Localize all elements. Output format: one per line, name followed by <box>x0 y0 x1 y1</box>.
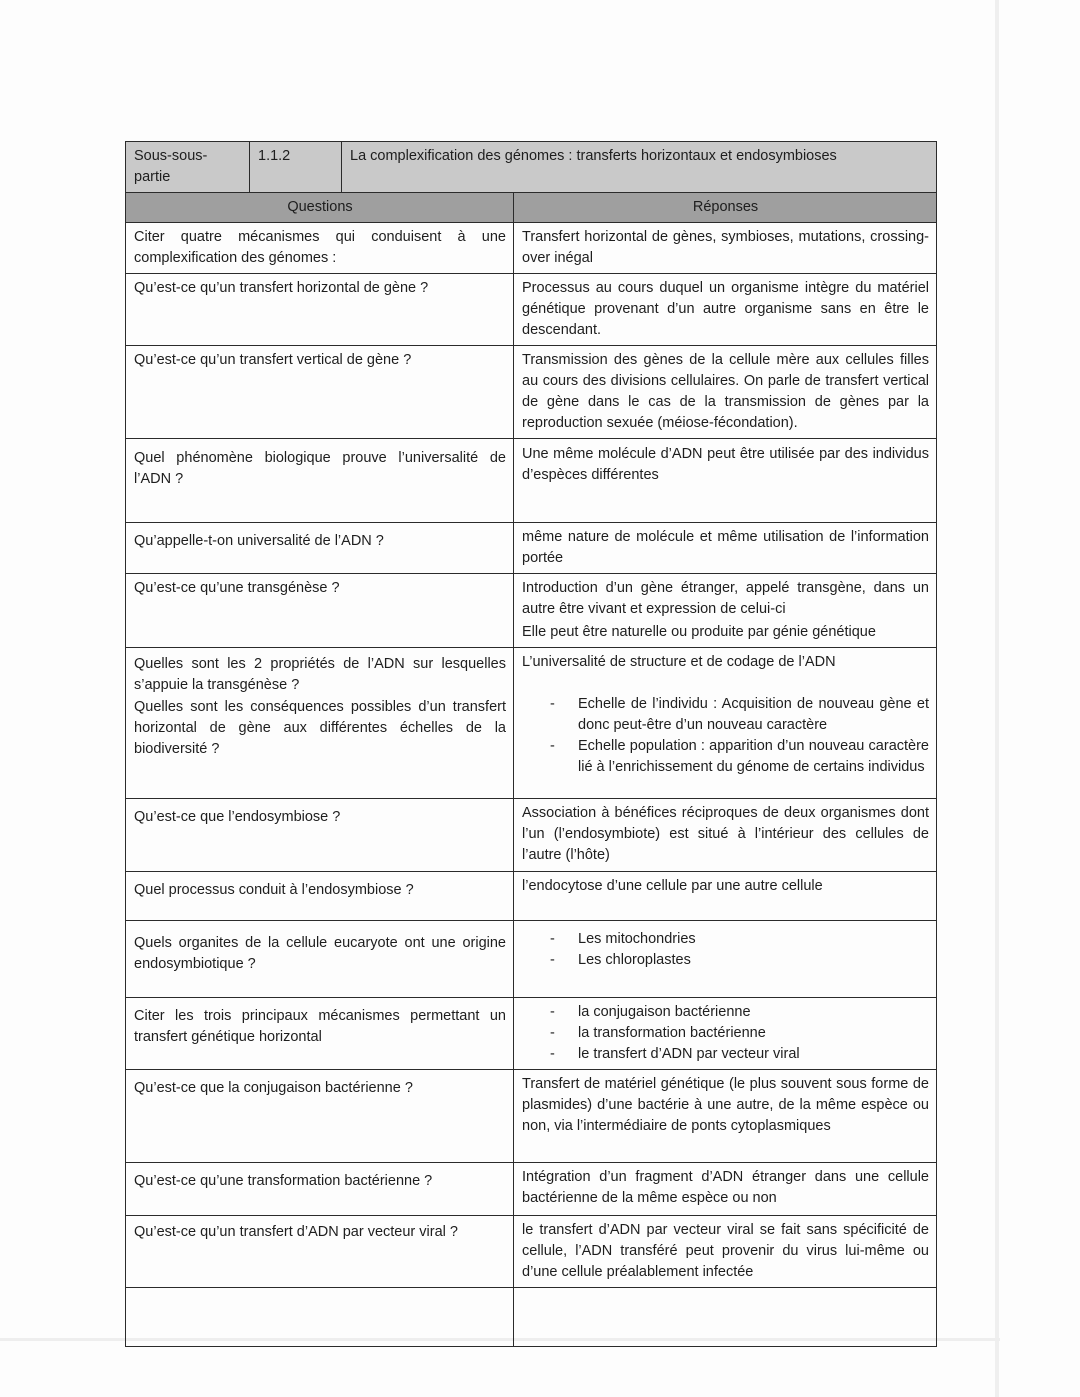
table-row <box>126 1070 937 1163</box>
page-edge-shadow <box>995 0 999 1397</box>
question-cell: Qu’appelle-t-on universalité de l’ADN ? <box>126 523 514 574</box>
question-cell: Qu’est-ce qu’une transgénèse ? <box>126 574 514 648</box>
list-item: - le transfert d’ADN par vecteur viral <box>578 1044 929 1065</box>
table-row <box>126 574 937 648</box>
answer-cell <box>514 574 937 648</box>
section-title: La complexification des génomes : transferts horizontaux et endosymbioses <box>342 142 937 193</box>
table-row <box>126 872 937 921</box>
question-cell: Quels organites de la cellule eucaryote ont une origine endosymbiotique ? <box>126 921 514 998</box>
question-cell: Qu’est-ce qu’un transfert d’ADN par vecteur viral ? <box>126 1216 514 1288</box>
question-text-secondary: Quelles sont les conséquences possibles d’un transfert horizontal de gène aux différentes échelles de la biodiversité ? <box>134 699 506 757</box>
answer-text: L’universalité de structure et de codage de l’ADN <box>522 654 836 670</box>
answer-cell: Transfert horizontal de gènes, symbioses, mutations, crossing-over inégal <box>514 223 937 274</box>
answer-extra-text: Elle peut être naturelle ou produite par génie génétique <box>522 624 876 640</box>
section-label: Sous-sous-partie <box>126 142 250 193</box>
list-item: - Echelle population : apparition d’un nouveau caractère lié à l’enrichissement du génome de certains individus <box>578 736 929 778</box>
question-text: Quelles sont les 2 propriétés de l’ADN sur lesquelles s’appuie la transgénèse ? <box>134 656 506 693</box>
answer-cell: le transfert d’ADN par vecteur viral se fait sans spécificité de cellule, l’ADN transféré peut provenir du virus lui-même ou d’une cellule préalablement infectée <box>514 1216 937 1288</box>
answer-cell: l’endocytose d’une cellule par une autre cellule <box>514 872 937 921</box>
section-number: 1.1.2 <box>250 142 342 193</box>
answer-cell <box>514 648 937 799</box>
table-row <box>126 998 937 1070</box>
answers-header: Réponses <box>514 193 937 223</box>
worksheet <box>125 141 937 1347</box>
empty-answer-cell <box>514 1288 937 1347</box>
question-cell: Citer les trois principaux mécanismes permettant un transfert génétique horizontal <box>126 998 514 1070</box>
answer-list <box>522 1002 929 1065</box>
answer-cell: Association à bénéfices réciproques de deux organismes dont l’un (l’endosymbiote) est situé à l’intérieur des cellules de l’autre (l’hôte) <box>514 799 937 872</box>
table-row <box>126 439 937 523</box>
list-item: - la conjugaison bactérienne <box>578 1002 929 1023</box>
table-row <box>126 346 937 439</box>
list-item: - Les chloroplastes <box>578 950 929 971</box>
table-row <box>126 648 937 799</box>
table-row <box>126 223 937 274</box>
empty-row <box>126 1288 937 1347</box>
question-cell: Qu’est-ce que l’endosymbiose ? <box>126 799 514 872</box>
header-table <box>125 141 937 193</box>
answer-cell: Intégration d’un fragment d’ADN étranger dans une cellule bactérienne de la même espèce ou non <box>514 1163 937 1216</box>
list-item: - la transformation bactérienne <box>578 1023 929 1044</box>
answer-cell: Processus au cours duquel un organisme intègre du matériel génétique provenant d’un autre organisme sans en être le descendant. <box>514 274 937 346</box>
table-row <box>126 1216 937 1288</box>
table-row <box>126 523 937 574</box>
answer-list <box>522 694 929 778</box>
question-cell: Qu’est-ce qu’un transfert vertical de gène ? <box>126 346 514 439</box>
answer-cell: même nature de molécule et même utilisation de l’information portée <box>514 523 937 574</box>
answer-list <box>522 929 929 971</box>
question-cell: Qu’est-ce qu’un transfert horizontal de gène ? <box>126 274 514 346</box>
answer-cell <box>514 921 937 998</box>
list-item: - Echelle de l’individu : Acquisition de nouveau gène et donc peut-être d’un nouveau caractère <box>578 694 929 736</box>
empty-question-cell <box>126 1288 514 1347</box>
table-row <box>126 799 937 872</box>
question-cell: Qu’est-ce qu’une transformation bactérienne ? <box>126 1163 514 1216</box>
answer-text: Introduction d’un gène étranger, appelé transgène, dans un autre être vivant et expression de celui-ci <box>522 580 929 617</box>
question-cell: Citer quatre mécanismes qui conduisent à une complexification des génomes : <box>126 223 514 274</box>
table-row <box>126 274 937 346</box>
questions-header: Questions <box>126 193 514 223</box>
answer-cell: Transmission des gènes de la cellule mère aux cellules filles au cours des divisions cellulaires. On parle de transfert vertical de gène dans le cas de la transmission de gènes par la reproduction sexuée (méiose-fécondation). <box>514 346 937 439</box>
question-cell: Qu’est-ce que la conjugaison bactérienne ? <box>126 1070 514 1163</box>
answer-cell: Une même molécule d’ADN peut être utilisée par des individus d’espèces différentes <box>514 439 937 523</box>
answer-cell: Transfert de matériel génétique (le plus souvent sous forme de plasmides) d’une bactérie à une autre, de la même espèce ou non, via l’intermédiaire de ponts cytoplasmiques <box>514 1070 937 1163</box>
table-row <box>126 1163 937 1216</box>
answer-cell <box>514 998 937 1070</box>
qa-table <box>125 192 937 1347</box>
table-row <box>126 921 937 998</box>
question-cell: Quel phénomène biologique prouve l’universalité de l’ADN ? <box>126 439 514 523</box>
question-cell <box>126 648 514 799</box>
question-cell: Quel processus conduit à l’endosymbiose ? <box>126 872 514 921</box>
list-item: - Les mitochondries <box>578 929 929 950</box>
